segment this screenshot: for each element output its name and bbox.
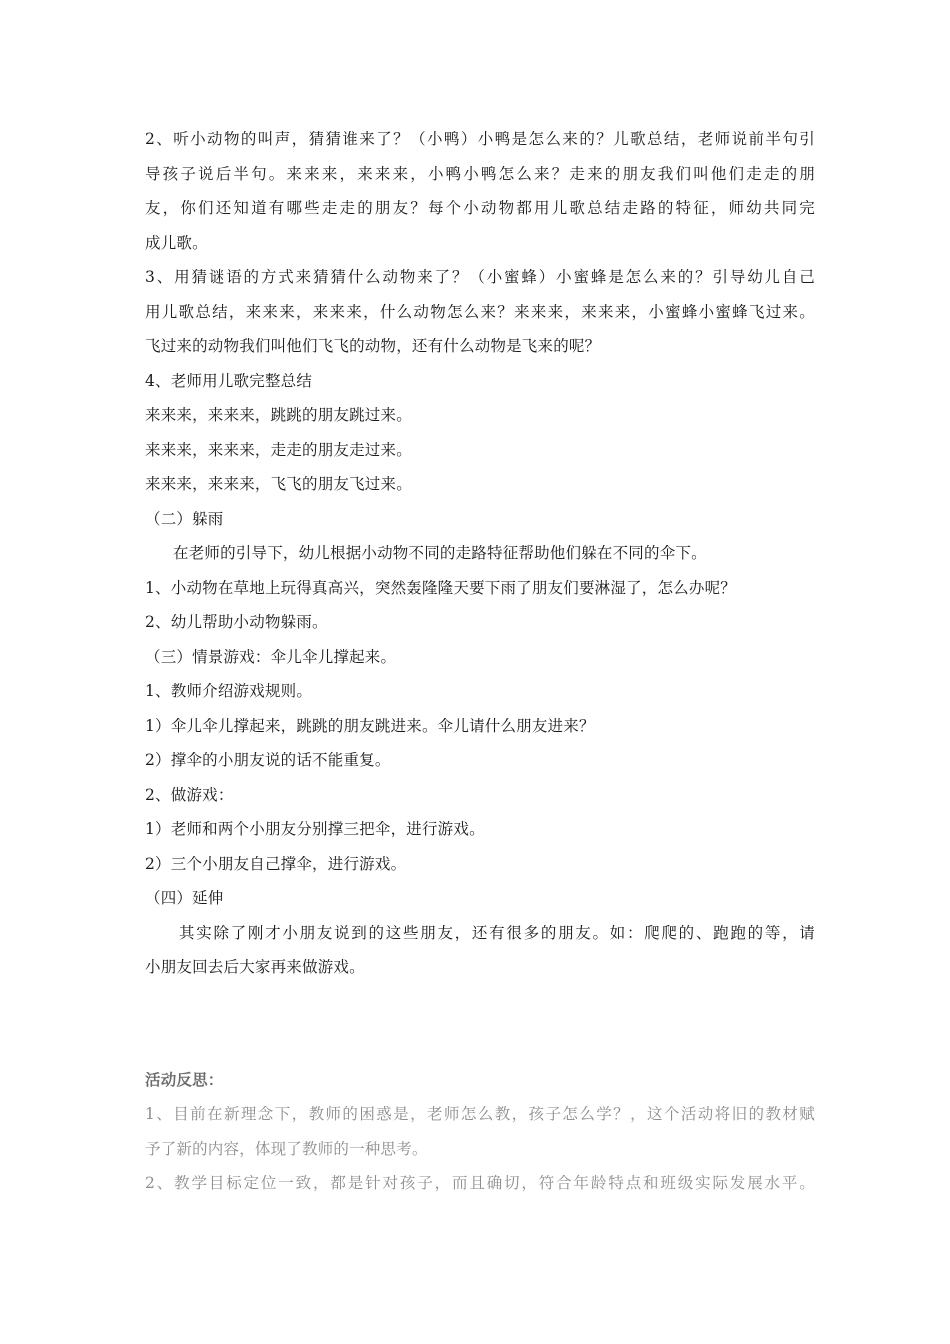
paragraph-line: 用儿歌总结，来来来，来来来，什么动物怎么来？来来来，来来来，小蜜蜂小蜜蜂飞过来。 (145, 302, 815, 321)
paragraph-line: 2、听小动物的叫声，猜猜谁来了？（小鸭）小鸭是怎么来的？儿歌总结，老师说前半句引 (145, 130, 815, 148)
list-item: 2、做游戏： (145, 785, 234, 804)
list-item: 2）三个小朋友自己撑伞，进行游戏。 (145, 854, 407, 873)
paragraph-line: 导孩子说后半句。来来来，来来来，小鸭小鸭怎么来？走来的朋友我们叫他们走走的朋 (145, 164, 815, 183)
song-line: 来来来，来来来，飞飞的朋友飞过来。 (145, 475, 412, 493)
section-heading: （四）延伸 (145, 889, 224, 907)
reflection-line: 1、目前在新理念下，教师的困惑是，老师怎么教，孩子怎么学？，这个活动将旧的教材赋 (145, 1105, 815, 1123)
paragraph-line: 友，你们还知道有哪些走走的朋友？每个小动物都用儿歌总结走路的特征，师幼共同完 (145, 199, 815, 217)
song-line: 来来来，来来来，走走的朋友走过来。 (145, 440, 412, 459)
section-heading: （三）情景游戏：伞儿伞儿撑起来。 (145, 647, 397, 666)
paragraph-line: 飞过来的动物我们叫他们飞飞的动物，还有什么动物是飞来的呢？ (145, 337, 601, 355)
song-line: 来来来，来来来，跳跳的朋友跳过来。 (145, 406, 412, 424)
paragraph-line: 成儿歌。 (145, 233, 208, 252)
reflection-title: 活动反思： (145, 1069, 224, 1089)
reflection-line: 2、教学目标定位一致，都是针对孩子，而且确切，符合年龄特点和班级实际发展水平。 (145, 1174, 815, 1192)
paragraph-line: 小朋友回去后大家再来做游戏。 (145, 958, 365, 976)
spacer (145, 985, 815, 1063)
list-item: 2、幼儿帮助小动物躲雨。 (145, 613, 328, 631)
list-item: 1、小动物在草地上玩得真高兴，突然轰隆隆天要下雨了朋友们要淋湿了，怎么办呢？ (145, 578, 736, 597)
paragraph-line: 4、老师用儿歌完整总结 (145, 371, 313, 390)
section-heading: （二）躲雨 (145, 509, 224, 528)
document-body (145, 122, 815, 1201)
list-item: 2）撑伞的小朋友说的话不能重复。 (145, 751, 391, 769)
reflection-line: 予了新的内容，体现了教师的一种思考。 (145, 1139, 428, 1158)
list-item: 1）伞儿伞儿撑起来，跳跳的朋友跳进来。伞儿请什么朋友进来？ (145, 716, 595, 735)
list-item: 1、教师介绍游戏规则。 (145, 682, 313, 700)
paragraph-line: 其实除了刚才小朋友说到的这些朋友，还有很多的朋友。如：爬爬的、跑跑的等，请 (179, 923, 815, 942)
paragraph-line: 3、用猜谜语的方式来猜猜什么动物来了？（小蜜蜂）小蜜蜂是怎么来的？引导幼儿自己 (145, 268, 815, 286)
paragraph-line: 在老师的引导下，幼儿根据小动物不同的走路特征帮助他们躲在不同的伞下。 (173, 544, 707, 562)
list-item: 1）老师和两个小朋友分别撑三把伞，进行游戏。 (145, 820, 485, 838)
